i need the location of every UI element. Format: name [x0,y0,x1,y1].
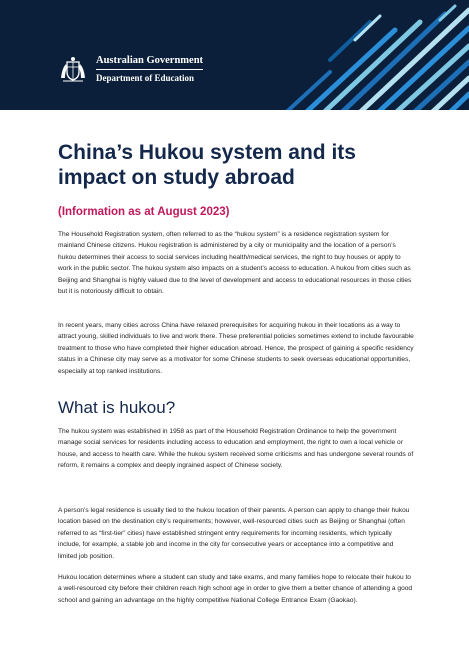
paragraph-legal-residence: A person’s legal residence is usually tied to the hukou location of their parents. A person can apply to change their hukou location based on the destination city’s requirements; however, well-resourced cities such as Beijing or Shanghai (often referred to as “first-tier” cities) have established stringent entry requirements for incoming residents, which typically include, for example, a stable job and income in the city for consecutive years or acceptance into a competitive and limited job position. [58,507,410,560]
paragraph-intro: The Household Registration system, often referred to as the “hukou system” is a residence registration system for mainland Chinese citizens. Hukou registration is administered by a city or municipality and the location of a person’s hukou determines their access to social services including health/medical services, the right to buy houses or apply to work in the public sector. The hukou system also impacts on a student’s access to education. A hukou from cities such as Beijing and Shanghai is highly valued due to the level of development and access to educational resources in those cities but it is notoriously difficult to obtain. [58,231,412,296]
coat-of-arms-icon [58,54,88,84]
page-subtitle: (Information as at August 2023) [58,206,230,218]
paragraph-history: The hukou system was established in 1958 as part of the Household Registration Ordinance to help the government manage social services for residents including access to education and employment, the right to own a local vehicle or house, and access to health care. While the hukou system received some criticisms and has undergone several rounds of reform, it remains a complex and deeply ingrained aspect of Chinese society. [58,428,414,470]
section-heading: What is hukou? [58,398,176,417]
government-wordmark [96,54,203,84]
page-title: China’s Hukou system and its impact on study abroad [58,141,356,189]
paragraph-recent-years: In recent years, many cities across China have relaxed prerequisites for acquiring hukou in their locations as a way to attract young, skilled individuals to live and work there. These preferential policies sometimes extend to include favourable treatment to those who have completed their higher education abroad. Hence, the prospect of gaining a specific residency status in a Chinese city may serve as a motivator for some Chinese students to seek overseas educational opportunities, especially at top ranked institutions. [58,322,414,375]
department-name: Department of Education [96,73,194,83]
paragraph-education: Hukou location determines where a student can study and take exams, and many families hope to relocate their hukou to a well-resourced city before their children reach high school age in order to give them a better chance of attending a good school and gaining an advantage on the highly competitive National College Entrance Exam (Gaokao). [58,574,413,604]
government-name: Australian Government [96,54,203,70]
header-banner [0,0,469,110]
government-logo [58,52,203,86]
